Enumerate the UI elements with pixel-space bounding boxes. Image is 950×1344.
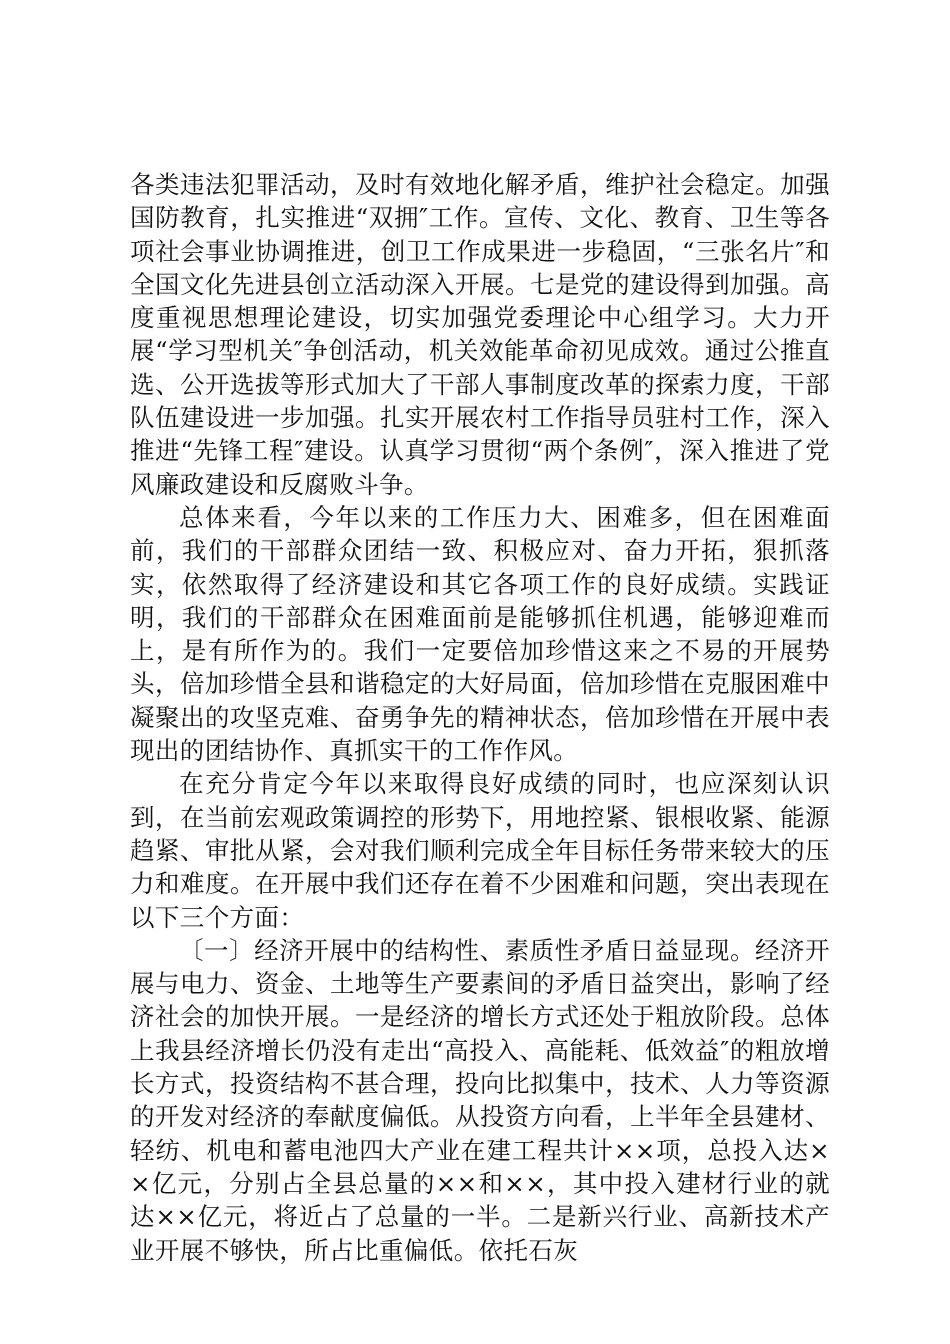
paragraph-summary: 总体来看，今年以来的工作压力大、困难多，但在困难面前，我们的干部群众团结一致、积极应对、奋力开拓，狠抓落实，依然取得了经济建设和其它各项工作的良好成绩。实践证明，我们的干部群众在困难面前是能够抓住机遇，能够迎难而上，是有所作为的。我们一定要倍加珍惜这来之不易的开展势头，倍加珍惜全县和谐稳定的大好局面，倍加珍惜在克服困难中凝聚出的攻坚克难、奋勇争先的精神状态，倍加珍惜在开展中表现出的团结协作、真抓实干的工作作风。 — [130, 502, 830, 766]
paragraph-section-one: 〔一〕经济开展中的结构性、素质性矛盾日益显现。经济开展与电力、资金、土地等生产要素间的矛盾日益突出，影响了经济社会的加快开展。一是经济的增长方式还处于粗放阶段。总体上我县经济增长仍没有走出“高投入、高能耗、低效益″的粗放增长方式，投资结构不甚合理，投向比拟集中，技术、人力等资源的开发对经济的奉献度偏低。从投资方向看，上半年全县建材、轻纺、机电和蓄电池四大产业在建工程共计××项，总投入达××亿元，分别占全县总量的××和××，其中投入建材行业的就达××亿元，将近占了总量的一半。二是新兴行业、高新技术产业开展不够快，所占比重偏低。依托石灰 — [130, 935, 830, 1265]
paragraph-problems-intro: 在充分肯定今年以来取得良好成绩的同时，也应深刻认识到，在当前宏观政策调控的形势下，用地控紧、银根收紧、能源趋紧、审批从紧，会对我们顺利完成全年目标任务带来较大的压力和难度。在开展中我们还存在着不少困难和问题，突出表现在以下三个方面： — [130, 769, 830, 932]
paragraph-continuation: 各类违法犯罪活动，及时有效地化解矛盾，维护社会稳定。加强国防教育，扎实推进“双拥″工作。宣传、文化、教育、卫生等各项社会事业协调推进，创卫工作成果进一步稳固，“三张名片″和全国文化先进县创立活动深入开展。七是党的建设得到加强。高度重视思想理论建设，切实加强党委理论中心组学习。大力开展“学习型机关″争创活动，机关效能革命初见成效。通过公推直选、公开选拔等形式加大了干部人事制度改革的探索力度，干部队伍建设进一步加强。扎实开展农村工作指导员驻村工作，深入推进“先锋工程″建设。认真学习贯彻“两个条例″，深入推进了党风廉政建设和反腐败斗争。 — [130, 170, 830, 499]
body-text — [130, 168, 830, 1267]
